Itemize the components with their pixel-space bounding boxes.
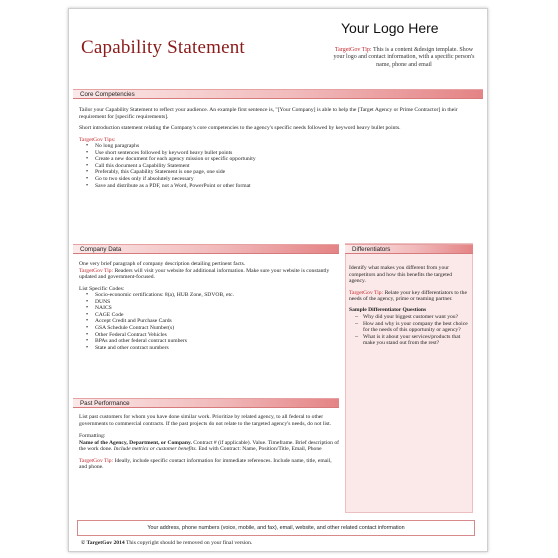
list-item: • Preferably, this Capability Statement is one page, one side [95, 169, 475, 176]
footer-text: This copyright should be removed on your final version. [125, 540, 253, 546]
company-para-1 [79, 261, 341, 281]
copyright-footer [81, 540, 252, 546]
past-performance-section [79, 414, 341, 476]
past-tip-label: TargetGov Tip: [79, 457, 114, 464]
list-item: • CAGE Code [95, 312, 341, 319]
document-page [68, 8, 488, 552]
format-text: Contract # (if applicable). Value. Timeframe. Brief description of the work done. [79, 439, 340, 452]
past-para-1: List past customers for whom you have done similar work. Prioritize by related agency, to all federal to other governments to commercial contracts. If the past projects do not relate to the targeted agency's needs, do not list. [79, 414, 332, 427]
formatting-text [79, 440, 341, 453]
company-data-section [79, 261, 341, 351]
logo-placeholder: Your Logo Here [341, 20, 439, 36]
page-title: Capability Statement [81, 37, 245, 58]
core-tips-list [79, 143, 475, 189]
company-tip-label: TargetGov Tip: [79, 267, 114, 274]
company-tip-text: Readers will visit your website for additional information. Make sure your website is constantly updated and government-focused. [79, 267, 330, 280]
format-bold: Name of the Agency, Department, or Company. [79, 439, 192, 446]
company-data-header: Company Data [73, 244, 339, 254]
list-item: • Save and distribute as a PDF, not a Word, PowerPoint or other format [95, 183, 475, 190]
list-item: • Other Federal Contract Vehicles [95, 332, 341, 339]
past-performance-header: Past Performance [73, 398, 339, 408]
core-tips-label: TargetGov Tips: [79, 136, 116, 143]
list-item: • BPAs and other federal contract numbers [95, 338, 341, 345]
past-tip [79, 458, 341, 471]
logo-tip-label: TargetGov Tip: [334, 47, 372, 53]
formatting-label: Formatting: [79, 433, 106, 439]
list-item: • Go to two sides only if absolutely necessary [95, 176, 475, 183]
logo-tip [331, 47, 477, 69]
address-bar: Your address, phone numbers (voice, mobile, and fax), email, website, and other related contact information [77, 520, 475, 536]
list-item: – How and why is your company the best choice for the needs of this opportunity or agency? [363, 321, 469, 334]
differentiators-header: Differentiators [345, 244, 473, 254]
company-para-1-text: One very brief paragraph of company description detailing pertinent facts. [79, 261, 246, 267]
list-item: • Socio-economic certifications: 8(a), HUB Zone, SDVOB, etc. [95, 292, 341, 299]
list-item: • GSA Schedule Contract Number(s) [95, 325, 341, 332]
footer-brand: © TargetGov 2014 [81, 540, 125, 546]
list-item: – Why did your biggest customer want you? [363, 314, 469, 321]
list-item: • Call this document a Capability Statement [95, 163, 475, 170]
diff-tip-label: TargetGov Tip: [349, 289, 384, 296]
format-end: End with Contract: Name, Position/Title, Email, Phone [196, 446, 322, 452]
core-competencies-header: Core Competencies [73, 89, 483, 99]
differentiators-section [349, 265, 469, 347]
list-item: – What is it about your services/products that make you stand out from the rest? [363, 334, 469, 347]
codes-list [79, 292, 341, 351]
past-tip-text: Ideally, include specific contact information for immediate references. Include name, title, email, and phone. [79, 457, 332, 470]
sample-questions-heading: Sample Differentiator Questions [349, 306, 427, 313]
list-item: • No long paragraphs [95, 143, 475, 150]
logo-tip-text: This is a content &design template. Show your logo and contact information, with a specific person's name, phone and email [333, 47, 475, 68]
core-para-2: Short introduction statement relating the Company's core competencies to the agency's specific needs followed by keyword heavy bullet points. [79, 125, 401, 131]
list-item: • DUNS [95, 299, 341, 306]
format-italic: Include metrics or customer benefits. [112, 446, 197, 452]
diff-tip [349, 290, 469, 303]
list-item: • Use short sentences followed by keyword heavy bullet points [95, 150, 475, 157]
list-item: • Create a new document for each agency mission or specific opportunity [95, 156, 475, 163]
list-item: • State and other contract numbers [95, 345, 341, 352]
questions-list [349, 314, 469, 347]
list-item: • Accept Credit and Purchase Cards [95, 318, 341, 325]
core-para-1: Tailor your Capability Statement to reflect your audience. An example first sentence is, "[Your Company] is able to help the [Target Agency or Prime Contractor] in their requirement for [specific requirements]. [79, 107, 458, 120]
codes-label: List Specific Codes: [79, 285, 125, 292]
diff-para-1: Identify what makes you different from your competitors and how this benefits the targeted agency. [349, 265, 453, 284]
core-competencies-section [79, 107, 475, 189]
list-item: • NAICS [95, 305, 341, 312]
diff-tip-text: Relate your key differentiators to the needs of the agency, prime or teaming partner. [349, 289, 467, 302]
